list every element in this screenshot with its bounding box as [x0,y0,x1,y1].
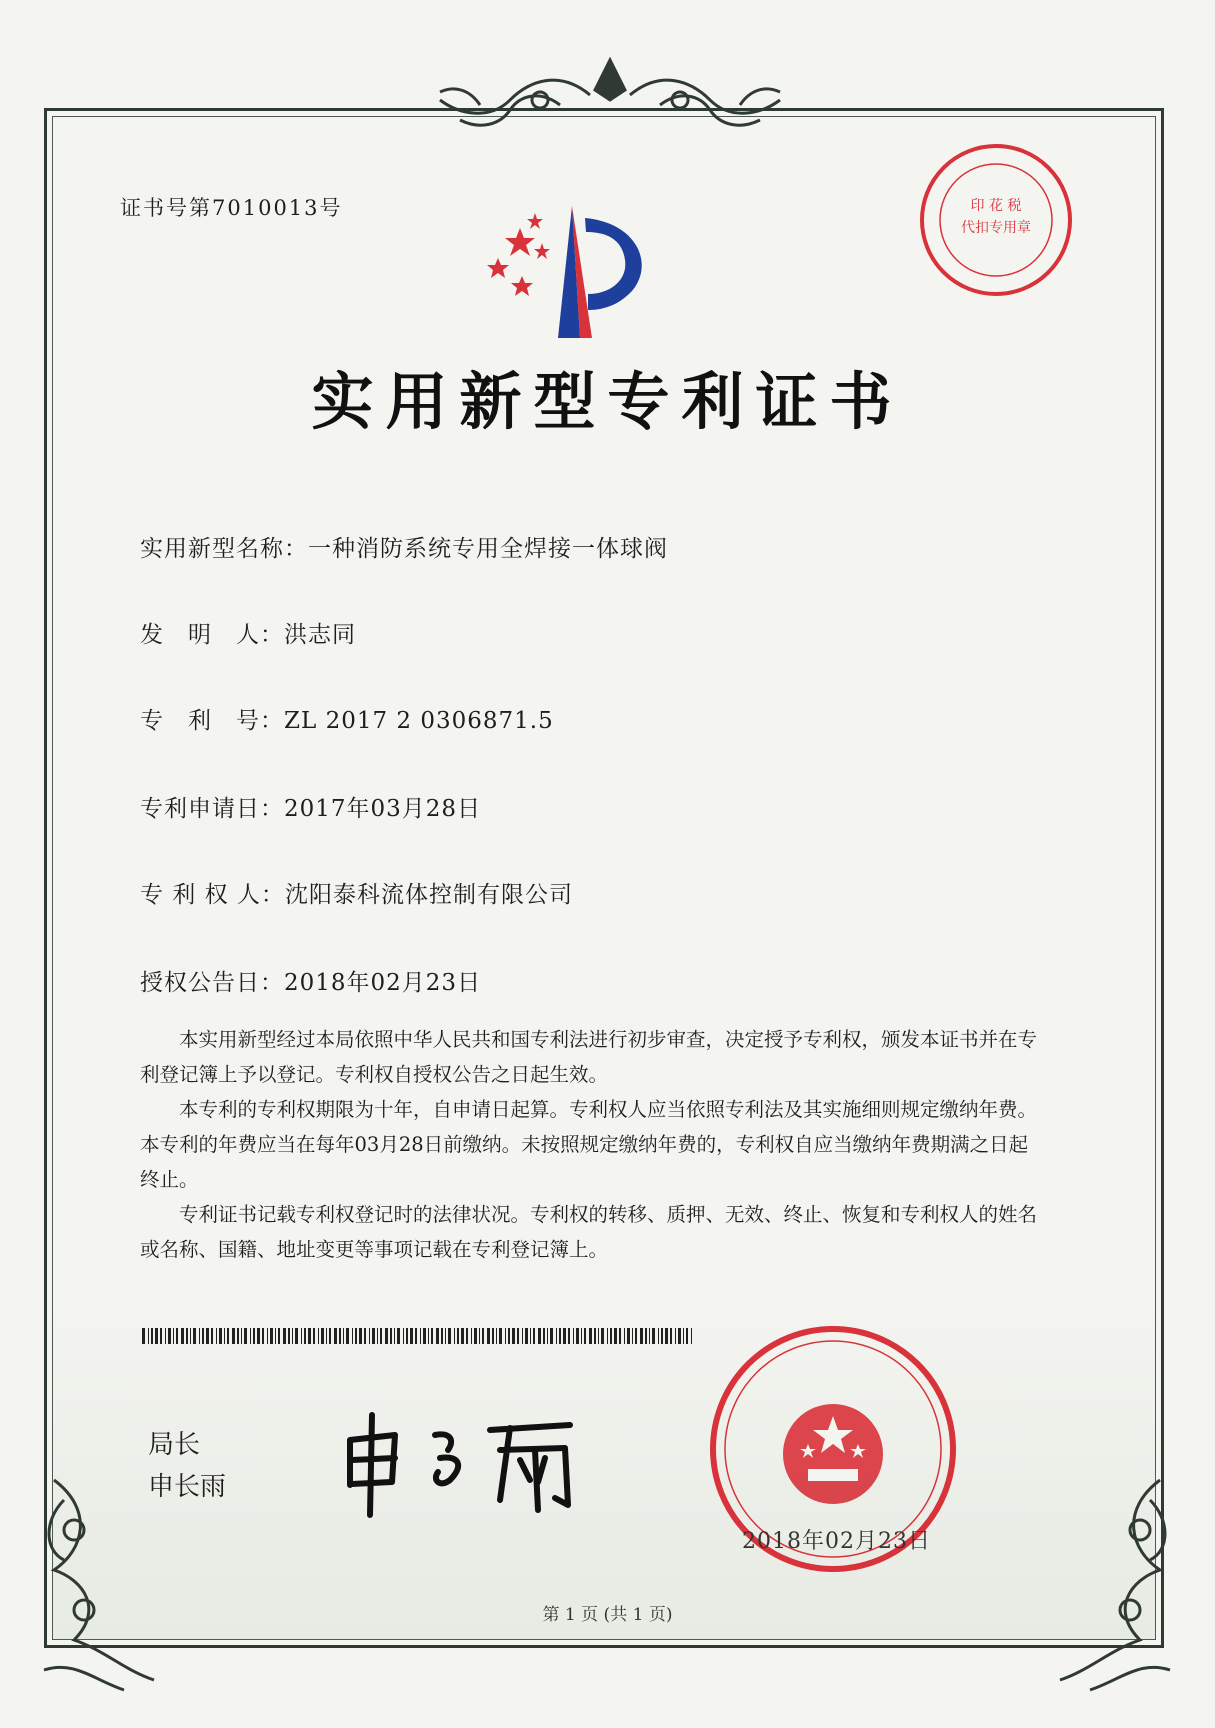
body-paragraph: 本实用新型经过本局依照中华人民共和国专利法进行初步审查，决定授予专利权，颁发本证书并在专利登记簿上予以登记。专利权自授权公告之日起生效。 [140,1028,1038,1086]
field-value: 一种消防系统专用全焊接一体球阀 [308,536,668,562]
barcode-bar [457,1328,459,1344]
barcode-bar [652,1328,655,1344]
barcode-bar [661,1328,663,1344]
barcode-bar [380,1328,382,1344]
barcode-bar [334,1328,337,1344]
barcode-bar [346,1328,349,1344]
barcode-bar [377,1328,378,1344]
barcode-bar [517,1328,519,1344]
barcode-bar [505,1328,506,1344]
barcode-bar [275,1328,276,1344]
barcode-bar [619,1328,621,1344]
barcode-bar [313,1328,315,1344]
barcode-bar [686,1328,688,1344]
barcode-bar [321,1328,324,1344]
field-value: 沈阳泰科流体控制有限公司 [284,882,573,908]
barcode-bar [176,1328,178,1344]
barcode-bar [508,1328,510,1344]
barcode-bar [474,1328,477,1344]
barcode-bar [691,1328,692,1344]
barcode-bar [364,1328,366,1344]
barcode-bar [142,1328,145,1344]
barcode-bar [563,1328,566,1344]
barcode-bar [658,1328,659,1344]
barcode-bar [155,1328,158,1344]
barcode-bar [538,1328,541,1344]
barcode-bar [584,1328,586,1344]
bottom-left-ornament-icon [34,1470,184,1700]
field-label: 专 利 号： [140,708,284,734]
patent-office-emblem-icon [480,198,670,348]
barcode-bar [461,1328,464,1344]
barcode-bar [550,1328,553,1344]
barcode-bar [624,1328,625,1344]
barcode-bar [454,1328,455,1344]
barcode-bar [318,1328,319,1344]
barcode-bar [292,1328,293,1344]
field-value: 2017年03月28日 [284,796,482,822]
barcode-bar [594,1328,596,1344]
barcode-bar [607,1328,608,1344]
barcode-bar [301,1328,302,1344]
barcode-bar [645,1328,647,1344]
barcode-bar [410,1328,413,1344]
barcode-bar [466,1328,468,1344]
director-signature [340,1410,600,1520]
barcode-bar [397,1328,400,1344]
barcode-bar [441,1328,443,1344]
svg-text:印 花 税: 印 花 税 [970,198,1022,214]
barcode-bar [390,1328,392,1344]
barcode-bar [206,1328,209,1344]
barcode-bar [678,1328,681,1344]
barcode-bar [482,1328,484,1344]
barcode-bar [250,1328,251,1344]
barcode-bar [257,1328,260,1344]
barcode-bar [568,1328,570,1344]
barcode-bar [428,1328,429,1344]
barcode-bar [253,1328,255,1344]
barcode-bar [339,1328,341,1344]
svg-text:代扣专用章: 代扣专用章 [961,220,1031,236]
bottom-right-ornament-icon [1030,1470,1180,1700]
barcode-bar [403,1328,404,1344]
barcode-bar [241,1328,242,1344]
barcode-bar [492,1328,494,1344]
barcode-bar [202,1328,204,1344]
barcode-bar [219,1328,222,1344]
page-number: 第 1 页 (共 1 页) [542,1605,673,1625]
field-label: 专 利 权 人： [140,882,285,908]
barcode-bar [436,1328,439,1344]
tax-stamp-icon [916,140,1076,300]
barcode-bar [635,1328,637,1344]
barcode-bar [369,1328,370,1344]
barcode-bar [211,1328,213,1344]
barcode-bar [295,1328,298,1344]
barcode-bar [487,1328,490,1344]
barcode-bar [423,1328,426,1344]
barcode-bar [598,1328,599,1344]
barcode-bar [288,1328,290,1344]
field-utility-model-name [140,530,668,563]
barcode-bar [173,1328,174,1344]
barcode-bar [372,1328,375,1344]
barcode-bar [589,1328,592,1344]
barcode-bar [227,1328,229,1344]
barcode-bar [237,1328,239,1344]
field-label: 实用新型名称： [140,536,308,562]
barcode-bar [533,1328,535,1344]
barcode-bar [614,1328,617,1344]
barcode-bar [151,1328,153,1344]
barcode-bar [181,1328,184,1344]
barcode-bar [326,1328,327,1344]
barcode-bar [543,1328,545,1344]
barcode-bar [244,1328,247,1344]
field-value: ZL 2017 2 0306871.5 [284,708,554,734]
barcode-bar [224,1328,225,1344]
barcode-bar [343,1328,344,1344]
barcode-bar [267,1328,268,1344]
director-name: 申长雨 [148,1472,227,1502]
field-patent-number [140,702,554,735]
barcode-bar [193,1328,196,1344]
barcode-bar [665,1328,668,1344]
field-value: 2018年02月23日 [284,970,482,996]
barcode-bar [415,1328,417,1344]
barcode-bar [232,1328,235,1344]
barcode-bar [283,1328,286,1344]
barcode-bar [165,1328,166,1344]
barcode-bar [499,1328,502,1344]
barcode-bar [601,1328,604,1344]
barcode-bar [431,1328,433,1344]
barcode-bar [683,1328,684,1344]
barcode-bar [559,1328,561,1344]
barcode-bar [576,1328,579,1344]
barcode-bar [448,1328,451,1344]
barcode-bar [270,1328,273,1344]
seal-date: 2018年02月23日 [742,1529,931,1554]
barcode-bar [675,1328,676,1344]
certificate-title: 实用新型专利证书 [311,365,904,438]
field-inventor [140,616,356,649]
barcode-bar [262,1328,264,1344]
field-value: 洪志同 [284,622,356,648]
barcode-bar [471,1328,472,1344]
field-label: 发 明 人： [140,622,284,648]
barcode-bar [496,1328,497,1344]
barcode-bar [479,1328,480,1344]
barcode-bar [168,1328,171,1344]
certificate-body [140,1022,1040,1267]
field-label: 授权公告日： [140,970,284,996]
barcode-bar [160,1328,162,1344]
barcode-bar [640,1328,643,1344]
barcode-bar [547,1328,548,1344]
certificate-number: 证书号第7010013号 [120,196,343,220]
body-paragraph: 专利证书记载专利权登记时的法律状况。专利权的转移、质押、无效、终止、恢复和专利权人的姓名或名称、国籍、地址变更等事项记载在专利登记簿上。 [140,1203,1038,1261]
barcode-bar [308,1328,311,1344]
barcode-bar [186,1328,188,1344]
barcode-bar [190,1328,191,1344]
field-patentee [140,876,573,909]
barcode-bar [355,1328,357,1344]
barcode-bar [278,1328,280,1344]
barcode-bar [420,1328,421,1344]
barcode-bar [632,1328,633,1344]
barcode-bar [581,1328,582,1344]
barcode-bar [304,1328,306,1344]
field-label: 专利申请日： [140,796,284,822]
barcode-bar [573,1328,574,1344]
director-title: 局长 [148,1430,201,1460]
barcode-bar [522,1328,523,1344]
body-paragraph: 本专利的专利权期限为十年，自申请日起算。专利权人应当依照专利法及其实施细则规定缴纳年费。本专利的年费应当在每年03月28日前缴纳。未按照规定缴纳年费的，专利权自应当缴纳年费期满之日起终止。 [140,1098,1038,1191]
barcode-bar [445,1328,446,1344]
barcode-bar [525,1328,528,1344]
barcode-bar [649,1328,650,1344]
barcode-icon [142,1328,692,1344]
barcode-bar [329,1328,331,1344]
barcode-bar [530,1328,531,1344]
barcode-bar [385,1328,388,1344]
barcode-bar [406,1328,408,1344]
barcode-bar [627,1328,630,1344]
barcode-bar [199,1328,200,1344]
field-grant-date [140,964,481,997]
barcode-bar [394,1328,395,1344]
field-application-date [140,790,481,823]
barcode-bar [670,1328,672,1344]
barcode-bar [216,1328,217,1344]
barcode-bar [610,1328,612,1344]
top-ornament-icon [360,40,860,150]
barcode-bar [352,1328,353,1344]
barcode-bar [556,1328,557,1344]
barcode-bar [512,1328,515,1344]
barcode-bar [148,1328,149,1344]
barcode-bar [359,1328,362,1344]
